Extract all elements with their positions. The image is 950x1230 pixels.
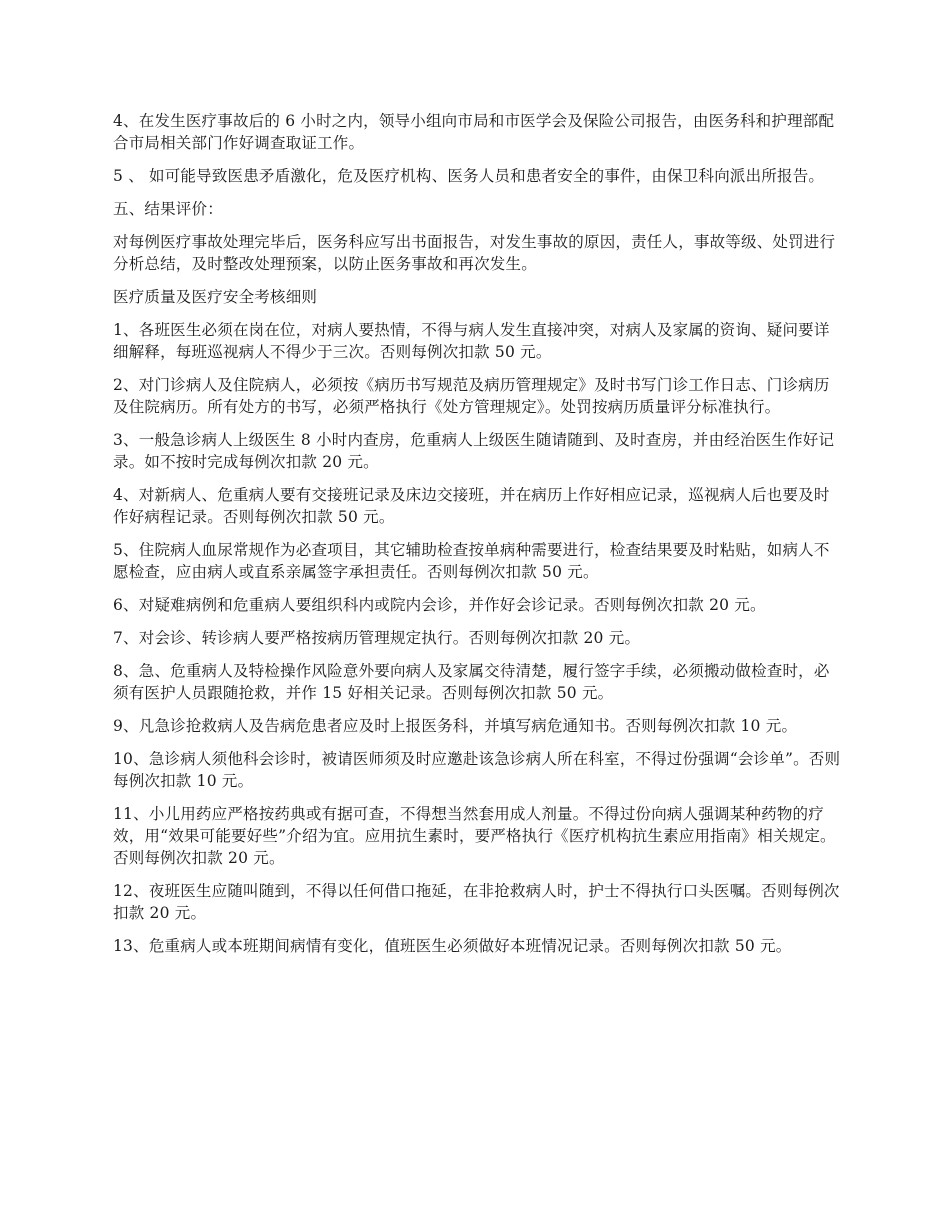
document-body (113, 110, 843, 968)
rule-item-13: 13、危重病人或本班期间病情有变化，值班医生必须做好本班情况记录。否则每例次扣款 50 元。 (113, 937, 792, 955)
rule-item-10: 10、急诊病人须他科会诊时，被请医师须及时应邀赴该急诊病人所在科室，不得过份强调“会诊单”。否则每例次扣款 10 元。 (113, 750, 841, 790)
rule-item-11: 11、小儿用药应严格按药典或有据可查，不得想当然套用成人剂量。不得过份向病人强调某种药物的疗效，用“效果可能要好些”介绍为宜。应用抗生素时，要严格执行《医疗机构抗生素应用指南》相关规定。否则每例次扣款 20 元。 (113, 805, 836, 867)
rule-item-7: 7、对会诊、转诊病人要严格按病历管理规定执行。否则每例次扣款 20 元。 (113, 629, 641, 647)
paragraph-security-report: 5 、 如可能导致医患矛盾激化，危及医疗机构、医务人员和患者安全的事件，由保卫科向派出所报告。 (113, 167, 825, 185)
rule-item-5: 5、住院病人血尿常规作为必查项目，其它辅助检查按单病种需要进行，检查结果要及时粘贴，如病人不愿检查，应由病人或直系亲属签字承担责任。否则每例次扣款 50 元。 (113, 541, 830, 581)
paragraph-result-evaluation: 对每例医疗事故处理完毕后，医务科应写出书面报告，对发生事故的原因，责任人，事故等级、处罚进行分析总结，及时整改处理预案，以防止医务事故和再次发生。 (113, 233, 836, 273)
rule-item-2: 2、对门诊病人及住院病人，必须按《病历书写规范及病历管理规定》及时书写门诊工作日志、门诊病历及住院病历。所有处方的书写，必须严格执行《处方管理规定》。处罚按病历质量评分标准执行。 (113, 376, 830, 416)
rule-item-1: 1、各班医生必须在岗在位，对病人要热情，不得与病人发生直接冲突，对病人及家属的资询、疑问要详细解释，每班巡视病人不得少于三次。否则每例次扣款 50 元。 (113, 321, 830, 361)
rule-item-3: 3、一般急诊病人上级医生 8 小时内查房，危重病人上级医生随请随到、及时查房，并由经治医生作好记录。如不按时完成每例次扣款 20 元。 (113, 431, 835, 471)
paragraph-accident-report: 4、在发生医疗事故后的 6 小时之内，领导小组向市局和市医学会及保险公司报告，由医务科和护理部配合市局相关部门作好调查取证工作。 (113, 112, 835, 152)
rule-item-8: 8、急、危重病人及特检操作风险意外要向病人及家属交待清楚，履行签字手续，必须搬动做检查时，必须有医护人员跟随抢救，并作 15 好相关记录。否则每例次扣款 50 元。 (113, 662, 830, 702)
rule-item-12: 12、夜班医生应随叫随到，不得以任何借口拖延，在非抢救病人时，护士不得执行口头医嘱。否则每例次扣款 20 元。 (113, 882, 840, 922)
section-heading-assessment-rules: 医疗质量及医疗安全考核细则 (113, 288, 318, 306)
rule-item-4: 4、对新病人、危重病人要有交接班记录及床边交接班，并在病历上作好相应记录，巡视病人后也要及时作好病程记录。否则每例次扣款 50 元。 (113, 486, 830, 526)
rule-item-6: 6、对疑难病例和危重病人要组织科内或院内会诊，并作好会诊记录。否则每例次扣款 20 元。 (113, 596, 766, 614)
section-heading-result-evaluation: 五、结果评价： (113, 200, 223, 218)
rule-item-9: 9、凡急诊抢救病人及告病危患者应及时上报医务科，并填写病危通知书。否则每例次扣款 10 元。 (113, 717, 798, 735)
